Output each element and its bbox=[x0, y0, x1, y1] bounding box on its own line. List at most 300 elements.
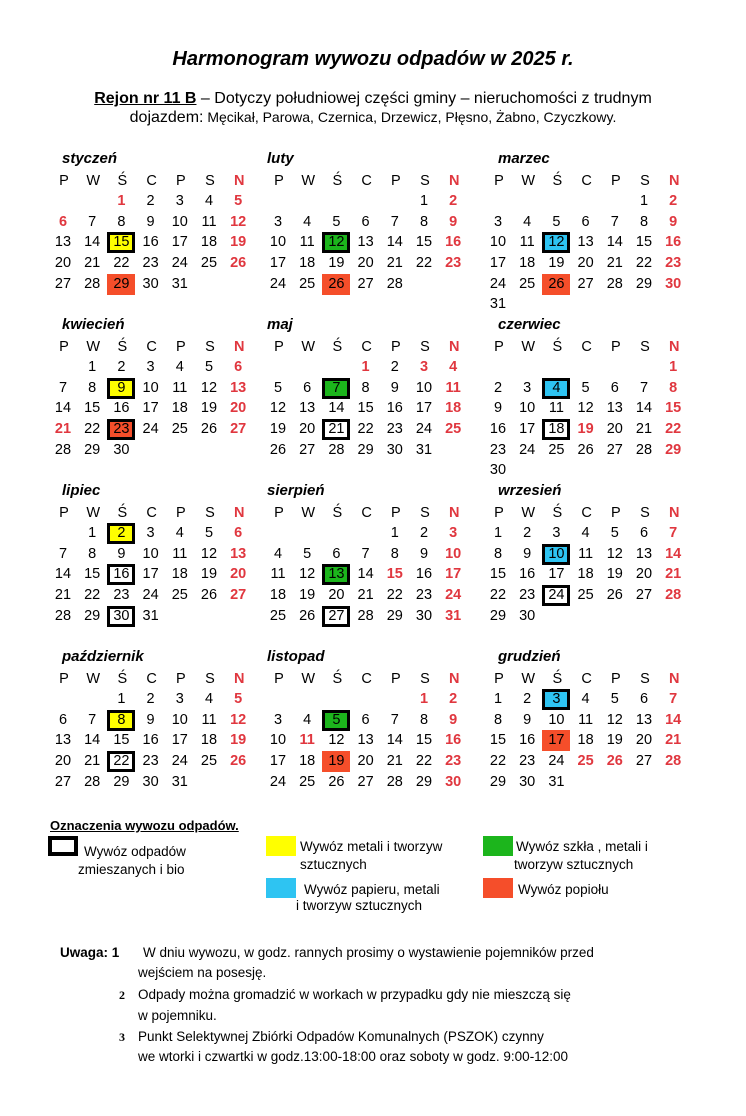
weekday-header: P bbox=[59, 172, 69, 189]
day-cell: 28 bbox=[84, 773, 101, 790]
day-cell: 22 bbox=[84, 587, 101, 603]
day-cell: 24 bbox=[548, 753, 565, 769]
day-cell: 17 bbox=[415, 400, 433, 417]
day-cell: 21 bbox=[322, 419, 350, 440]
day-cell: 30 bbox=[142, 275, 159, 292]
day-cell: 7 bbox=[610, 213, 619, 230]
day-cell: 27 bbox=[230, 587, 247, 603]
legend-title: Oznaczenia wywozu odpadów. bbox=[50, 818, 239, 833]
day-cell: 9 bbox=[146, 213, 155, 230]
day-cell: 26 bbox=[269, 441, 287, 458]
day-cell: 7 bbox=[361, 545, 370, 562]
weekday-header: C bbox=[146, 504, 157, 521]
day-cell: 11 bbox=[578, 545, 594, 562]
day-cell: 1 bbox=[88, 525, 97, 542]
month-name: wrzesień bbox=[498, 482, 562, 499]
day-cell: 13 bbox=[577, 234, 594, 251]
weekday-header: S bbox=[640, 172, 650, 189]
day-cell: 19 bbox=[299, 587, 316, 603]
day-cell: 12 bbox=[322, 232, 350, 253]
day-cell: 25 bbox=[548, 441, 565, 458]
day-cell: 31 bbox=[548, 773, 565, 790]
weekday-header: P bbox=[390, 670, 401, 687]
day-cell: 2 bbox=[107, 523, 135, 544]
legend-swatch-orange bbox=[483, 878, 513, 898]
weekday-header: P bbox=[610, 338, 621, 355]
day-cell: 22 bbox=[489, 587, 507, 603]
weekday-header: W bbox=[86, 504, 101, 521]
weekday-header: S bbox=[640, 670, 650, 687]
day-cell: 16 bbox=[142, 234, 159, 251]
day-cell: 23 bbox=[415, 587, 433, 603]
legend-swatch-green bbox=[483, 836, 513, 856]
weekday-header: Ś bbox=[117, 338, 128, 355]
day-cell: 29 bbox=[113, 773, 130, 790]
day-cell: 18 bbox=[577, 566, 594, 583]
day-cell: 19 bbox=[322, 751, 350, 772]
day-cell: 19 bbox=[328, 255, 345, 271]
day-cell: 31 bbox=[171, 773, 188, 790]
day-cell: 9 bbox=[390, 379, 399, 396]
day-cell: 20 bbox=[606, 421, 623, 437]
day-cell: 30 bbox=[519, 607, 536, 624]
weekday-header: S bbox=[420, 504, 430, 521]
day-cell: 18 bbox=[200, 234, 218, 251]
weekday-header: W bbox=[521, 670, 536, 687]
day-cell: 16 bbox=[489, 421, 507, 437]
day-cell: 11 bbox=[445, 379, 461, 396]
weekday-header: P bbox=[390, 504, 401, 521]
day-cell: 4 bbox=[204, 691, 214, 708]
day-cell: 14 bbox=[328, 400, 345, 417]
day-cell: 4 bbox=[175, 525, 184, 542]
day-cell: 19 bbox=[200, 400, 218, 417]
month-name: październik bbox=[62, 648, 144, 665]
day-cell: 24 bbox=[519, 441, 536, 458]
day-cell: 23 bbox=[519, 753, 536, 769]
day-cell: 24 bbox=[142, 421, 159, 437]
day-cell: 24 bbox=[269, 275, 287, 292]
day-cell: 8 bbox=[88, 545, 97, 562]
day-cell: 1 bbox=[493, 525, 503, 542]
weekday-header: P bbox=[390, 338, 401, 355]
day-cell: 12 bbox=[328, 732, 345, 749]
day-cell: 29 bbox=[489, 607, 507, 624]
day-cell: 17 bbox=[542, 730, 570, 751]
day-cell: 12 bbox=[606, 711, 623, 728]
day-cell: 7 bbox=[322, 378, 350, 399]
day-cell: 25 bbox=[445, 421, 462, 437]
weekday-header: Ś bbox=[552, 670, 563, 687]
day-cell: 27 bbox=[577, 275, 594, 292]
month-name: sierpień bbox=[267, 482, 325, 499]
day-cell: 21 bbox=[606, 255, 623, 271]
day-cell: 24 bbox=[415, 421, 433, 437]
day-cell: 21 bbox=[84, 753, 101, 769]
weekday-header: N bbox=[233, 670, 245, 687]
day-cell: 23 bbox=[107, 419, 135, 440]
weekday-header: W bbox=[521, 172, 536, 189]
subtitle-rest: – Dotyczy południowej części gminy – nieruchomości z trudnym bbox=[196, 90, 652, 107]
day-cell: 6 bbox=[639, 525, 649, 542]
day-cell: 20 bbox=[357, 255, 374, 271]
weekday-header: P bbox=[610, 172, 621, 189]
day-cell: 12 bbox=[577, 400, 594, 417]
day-cell: 7 bbox=[88, 711, 97, 728]
day-cell: 29 bbox=[635, 275, 653, 292]
day-cell: 12 bbox=[606, 545, 623, 562]
day-cell: 3 bbox=[273, 711, 283, 728]
day-cell: 3 bbox=[273, 213, 283, 230]
day-cell: 23 bbox=[519, 587, 536, 603]
day-cell: 28 bbox=[665, 587, 682, 603]
day-cell: 16 bbox=[142, 732, 159, 749]
day-cell: 6 bbox=[58, 711, 68, 728]
day-cell: 5 bbox=[273, 379, 283, 396]
day-cell: 9 bbox=[419, 545, 429, 562]
day-cell: 20 bbox=[299, 421, 316, 437]
day-cell: 22 bbox=[635, 255, 653, 271]
subtitle-lead: dojazdem: bbox=[129, 109, 204, 126]
day-cell: 8 bbox=[361, 379, 370, 396]
weekday-header: Ś bbox=[332, 670, 343, 687]
weekday-header: C bbox=[361, 670, 372, 687]
day-cell: 6 bbox=[581, 213, 590, 230]
day-cell: 22 bbox=[113, 255, 130, 271]
day-cell: 21 bbox=[635, 421, 653, 437]
weekday-header: P bbox=[59, 338, 69, 355]
day-cell: 29 bbox=[489, 773, 507, 790]
day-cell: 10 bbox=[542, 544, 570, 565]
day-cell: 31 bbox=[489, 296, 507, 313]
day-cell: 7 bbox=[639, 379, 649, 396]
day-cell: 7 bbox=[58, 379, 68, 396]
day-cell: 24 bbox=[269, 773, 287, 790]
day-cell: 18 bbox=[269, 587, 287, 603]
weekday-header: P bbox=[610, 504, 621, 521]
day-cell: 8 bbox=[493, 545, 503, 562]
day-cell: 23 bbox=[142, 255, 159, 271]
weekday-header: Ś bbox=[552, 504, 563, 521]
day-cell: 1 bbox=[669, 359, 678, 376]
day-cell: 27 bbox=[322, 606, 350, 627]
day-cell: 3 bbox=[175, 193, 184, 210]
weekday-header: S bbox=[420, 670, 430, 687]
weekday-header: Ś bbox=[117, 172, 128, 189]
weekday-header: Ś bbox=[332, 338, 343, 355]
day-cell: 13 bbox=[322, 564, 350, 585]
day-cell: 26 bbox=[200, 587, 218, 603]
day-cell: 4 bbox=[449, 359, 458, 376]
day-cell: 9 bbox=[493, 400, 503, 417]
day-cell: 13 bbox=[54, 234, 72, 251]
day-cell: 27 bbox=[635, 753, 653, 769]
weekday-header: P bbox=[610, 670, 621, 687]
weekday-header: N bbox=[668, 172, 680, 189]
day-cell: 26 bbox=[200, 421, 218, 437]
weekday-header: P bbox=[59, 670, 69, 687]
day-cell: 27 bbox=[357, 275, 374, 292]
day-cell: 2 bbox=[523, 691, 532, 708]
day-cell: 12 bbox=[230, 213, 247, 230]
weekday-header: W bbox=[86, 172, 101, 189]
day-cell: 10 bbox=[142, 545, 159, 562]
day-cell: 8 bbox=[88, 379, 97, 396]
day-cell: 11 bbox=[201, 213, 217, 230]
day-cell: 23 bbox=[445, 255, 462, 271]
day-cell: 17 bbox=[548, 566, 565, 583]
day-cell: 7 bbox=[390, 711, 399, 728]
day-cell: 16 bbox=[445, 732, 462, 749]
day-cell: 8 bbox=[669, 379, 678, 396]
day-cell: 30 bbox=[489, 462, 507, 479]
day-cell: 3 bbox=[419, 359, 429, 376]
day-cell: 15 bbox=[84, 566, 101, 583]
month-name: listopad bbox=[267, 648, 325, 665]
day-cell: 6 bbox=[303, 379, 312, 396]
day-cell: 4 bbox=[273, 545, 283, 562]
day-cell: 16 bbox=[415, 566, 433, 583]
weekday-header: Ś bbox=[552, 172, 563, 189]
day-cell: 18 bbox=[171, 400, 188, 417]
places-list: Męcikał, Parowa, Czernica, Drzewicz, Płęsno, Żabno, Czyczkowy. bbox=[203, 109, 617, 125]
day-cell: 13 bbox=[635, 711, 653, 728]
day-cell: 20 bbox=[54, 255, 72, 271]
weekday-header: P bbox=[494, 172, 504, 189]
day-cell: 14 bbox=[54, 400, 72, 417]
month-name: luty bbox=[267, 150, 294, 167]
day-cell: 4 bbox=[542, 378, 570, 399]
day-cell: 18 bbox=[299, 255, 316, 271]
weekday-header: W bbox=[301, 670, 316, 687]
day-cell: 30 bbox=[415, 607, 433, 624]
weekday-header: N bbox=[448, 670, 460, 687]
day-cell: 20 bbox=[230, 566, 247, 583]
weekday-header: S bbox=[205, 338, 215, 355]
note-2a: Odpady można gromadzić w workach w przypadku gdy nie mieszczą się bbox=[138, 987, 571, 1002]
day-cell: 19 bbox=[606, 732, 623, 749]
day-cell: 29 bbox=[357, 441, 374, 458]
legend-ash-line1: Wywóz popiołu bbox=[518, 882, 609, 897]
day-cell: 15 bbox=[635, 234, 653, 251]
weekday-header: C bbox=[146, 172, 157, 189]
day-cell: 22 bbox=[84, 421, 101, 437]
day-cell: 3 bbox=[552, 525, 561, 542]
day-cell: 26 bbox=[606, 753, 623, 769]
day-cell: 14 bbox=[84, 732, 101, 749]
day-cell: 26 bbox=[577, 441, 594, 458]
day-cell: 11 bbox=[172, 545, 188, 562]
day-cell: 5 bbox=[610, 525, 619, 542]
day-cell: 4 bbox=[204, 193, 214, 210]
day-cell: 9 bbox=[107, 378, 135, 399]
weekday-header: P bbox=[390, 172, 401, 189]
day-cell: 4 bbox=[303, 711, 312, 728]
day-cell: 2 bbox=[493, 379, 503, 396]
day-cell: 25 bbox=[299, 773, 316, 790]
note-3-number: 3 bbox=[119, 1030, 125, 1044]
day-cell: 20 bbox=[635, 566, 653, 583]
day-cell: 18 bbox=[171, 566, 188, 583]
day-cell: 1 bbox=[419, 193, 429, 210]
day-cell: 25 bbox=[200, 753, 218, 769]
day-cell: 2 bbox=[449, 691, 458, 708]
day-cell: 21 bbox=[357, 587, 374, 603]
day-cell: 23 bbox=[445, 753, 462, 769]
day-cell: 4 bbox=[581, 691, 590, 708]
day-cell: 8 bbox=[117, 213, 126, 230]
day-cell: 15 bbox=[489, 566, 507, 583]
day-cell: 26 bbox=[299, 607, 316, 624]
day-cell: 19 bbox=[577, 421, 594, 437]
day-cell: 7 bbox=[669, 525, 678, 542]
month-name: marzec bbox=[498, 150, 550, 167]
day-cell: 17 bbox=[519, 421, 536, 437]
weekday-header: C bbox=[146, 338, 157, 355]
day-cell: 20 bbox=[230, 400, 247, 417]
day-cell: 31 bbox=[171, 275, 188, 292]
day-cell: 28 bbox=[54, 607, 72, 624]
day-cell: 19 bbox=[200, 566, 218, 583]
day-cell: 22 bbox=[357, 421, 374, 437]
weekday-header: Ś bbox=[117, 504, 128, 521]
day-cell: 7 bbox=[58, 545, 68, 562]
day-cell: 31 bbox=[415, 441, 433, 458]
day-cell: 1 bbox=[419, 691, 429, 708]
day-cell: 27 bbox=[54, 773, 72, 790]
day-cell: 5 bbox=[204, 359, 214, 376]
day-cell: 17 bbox=[445, 566, 462, 583]
note-2-number: 2 bbox=[119, 988, 125, 1002]
day-cell: 22 bbox=[107, 751, 135, 772]
weekday-header: P bbox=[274, 338, 284, 355]
weekday-header: P bbox=[175, 338, 186, 355]
day-cell: 17 bbox=[489, 255, 507, 271]
day-cell: 10 bbox=[269, 732, 287, 749]
day-cell: 18 bbox=[577, 732, 594, 749]
weekday-header: N bbox=[233, 504, 245, 521]
day-cell: 25 bbox=[171, 587, 188, 603]
day-cell: 1 bbox=[117, 691, 126, 708]
day-cell: 5 bbox=[204, 525, 214, 542]
day-cell: 10 bbox=[445, 545, 462, 562]
day-cell: 11 bbox=[578, 711, 594, 728]
day-cell: 3 bbox=[175, 691, 184, 708]
day-cell: 2 bbox=[146, 691, 155, 708]
weekday-header: P bbox=[175, 504, 186, 521]
day-cell: 20 bbox=[328, 587, 345, 603]
day-cell: 28 bbox=[84, 275, 101, 292]
day-cell: 8 bbox=[419, 711, 429, 728]
weekday-header: P bbox=[274, 670, 284, 687]
weekday-header: S bbox=[640, 504, 650, 521]
day-cell: 14 bbox=[84, 234, 101, 251]
day-cell: 14 bbox=[386, 234, 403, 251]
day-cell: 16 bbox=[665, 234, 682, 251]
day-cell: 28 bbox=[328, 441, 345, 458]
day-cell: 1 bbox=[493, 691, 503, 708]
day-cell: 3 bbox=[493, 213, 503, 230]
day-cell: 23 bbox=[113, 587, 130, 603]
weekday-header: W bbox=[86, 338, 101, 355]
day-cell: 25 bbox=[519, 275, 536, 292]
month-name: maj bbox=[267, 316, 293, 333]
day-cell: 5 bbox=[234, 193, 243, 210]
weekday-header: W bbox=[301, 172, 316, 189]
day-cell: 20 bbox=[577, 255, 594, 271]
day-cell: 13 bbox=[635, 545, 653, 562]
day-cell: 23 bbox=[665, 255, 682, 271]
day-cell: 21 bbox=[665, 566, 682, 583]
day-cell: 2 bbox=[449, 193, 458, 210]
day-cell: 21 bbox=[54, 421, 72, 437]
day-cell: 15 bbox=[84, 400, 101, 417]
day-cell: 4 bbox=[581, 525, 590, 542]
day-cell: 24 bbox=[445, 587, 462, 603]
day-cell: 8 bbox=[419, 213, 429, 230]
day-cell: 27 bbox=[606, 441, 623, 458]
day-cell: 6 bbox=[234, 525, 243, 542]
day-cell: 25 bbox=[269, 607, 287, 624]
day-cell: 30 bbox=[107, 606, 135, 627]
weekday-header: P bbox=[494, 338, 504, 355]
day-cell: 13 bbox=[299, 400, 316, 417]
region-label: Rejon nr 11 B bbox=[94, 90, 197, 107]
day-cell: 20 bbox=[357, 753, 374, 769]
legend-mixed-line1: Wywóz odpadów bbox=[84, 844, 186, 859]
day-cell: 27 bbox=[299, 441, 316, 458]
day-cell: 30 bbox=[519, 773, 536, 790]
day-cell: 28 bbox=[357, 607, 374, 624]
month-name: lipiec bbox=[62, 482, 101, 499]
day-cell: 16 bbox=[445, 234, 462, 251]
weekday-header: N bbox=[668, 670, 680, 687]
day-cell: 25 bbox=[171, 421, 188, 437]
day-cell: 16 bbox=[386, 400, 403, 417]
legend-swatch-mixed bbox=[48, 836, 78, 856]
note-3a: Punkt Selektywnej Zbiórki Odpadów Komunalnych (PSZOK) czynny bbox=[138, 1029, 544, 1044]
day-cell: 27 bbox=[635, 587, 653, 603]
day-cell: 16 bbox=[107, 564, 135, 585]
weekday-header: N bbox=[233, 172, 245, 189]
day-cell: 9 bbox=[146, 711, 155, 728]
day-cell: 17 bbox=[142, 566, 159, 583]
day-cell: 3 bbox=[146, 525, 155, 542]
day-cell: 21 bbox=[386, 753, 403, 769]
day-cell: 26 bbox=[606, 587, 623, 603]
legend-swatch-blue bbox=[266, 878, 296, 898]
day-cell: 13 bbox=[357, 732, 374, 749]
day-cell: 3 bbox=[542, 689, 570, 710]
day-cell: 15 bbox=[113, 732, 130, 749]
day-cell: 14 bbox=[54, 566, 72, 583]
day-cell: 7 bbox=[88, 213, 97, 230]
weekday-header: N bbox=[668, 338, 680, 355]
day-cell: 22 bbox=[665, 421, 682, 437]
weekday-header: N bbox=[668, 504, 680, 521]
day-cell: 25 bbox=[577, 753, 594, 769]
day-cell: 6 bbox=[361, 213, 370, 230]
weekday-header: C bbox=[361, 338, 372, 355]
weekday-header: C bbox=[361, 504, 372, 521]
day-cell: 2 bbox=[669, 193, 678, 210]
day-cell: 28 bbox=[665, 753, 682, 769]
note-1b: wejściem na posesję. bbox=[138, 965, 267, 980]
day-cell: 9 bbox=[669, 213, 678, 230]
weekday-header: W bbox=[521, 338, 536, 355]
legend-swatch-yellow bbox=[266, 836, 296, 856]
legend-metal-line2: sztucznych bbox=[300, 857, 367, 872]
